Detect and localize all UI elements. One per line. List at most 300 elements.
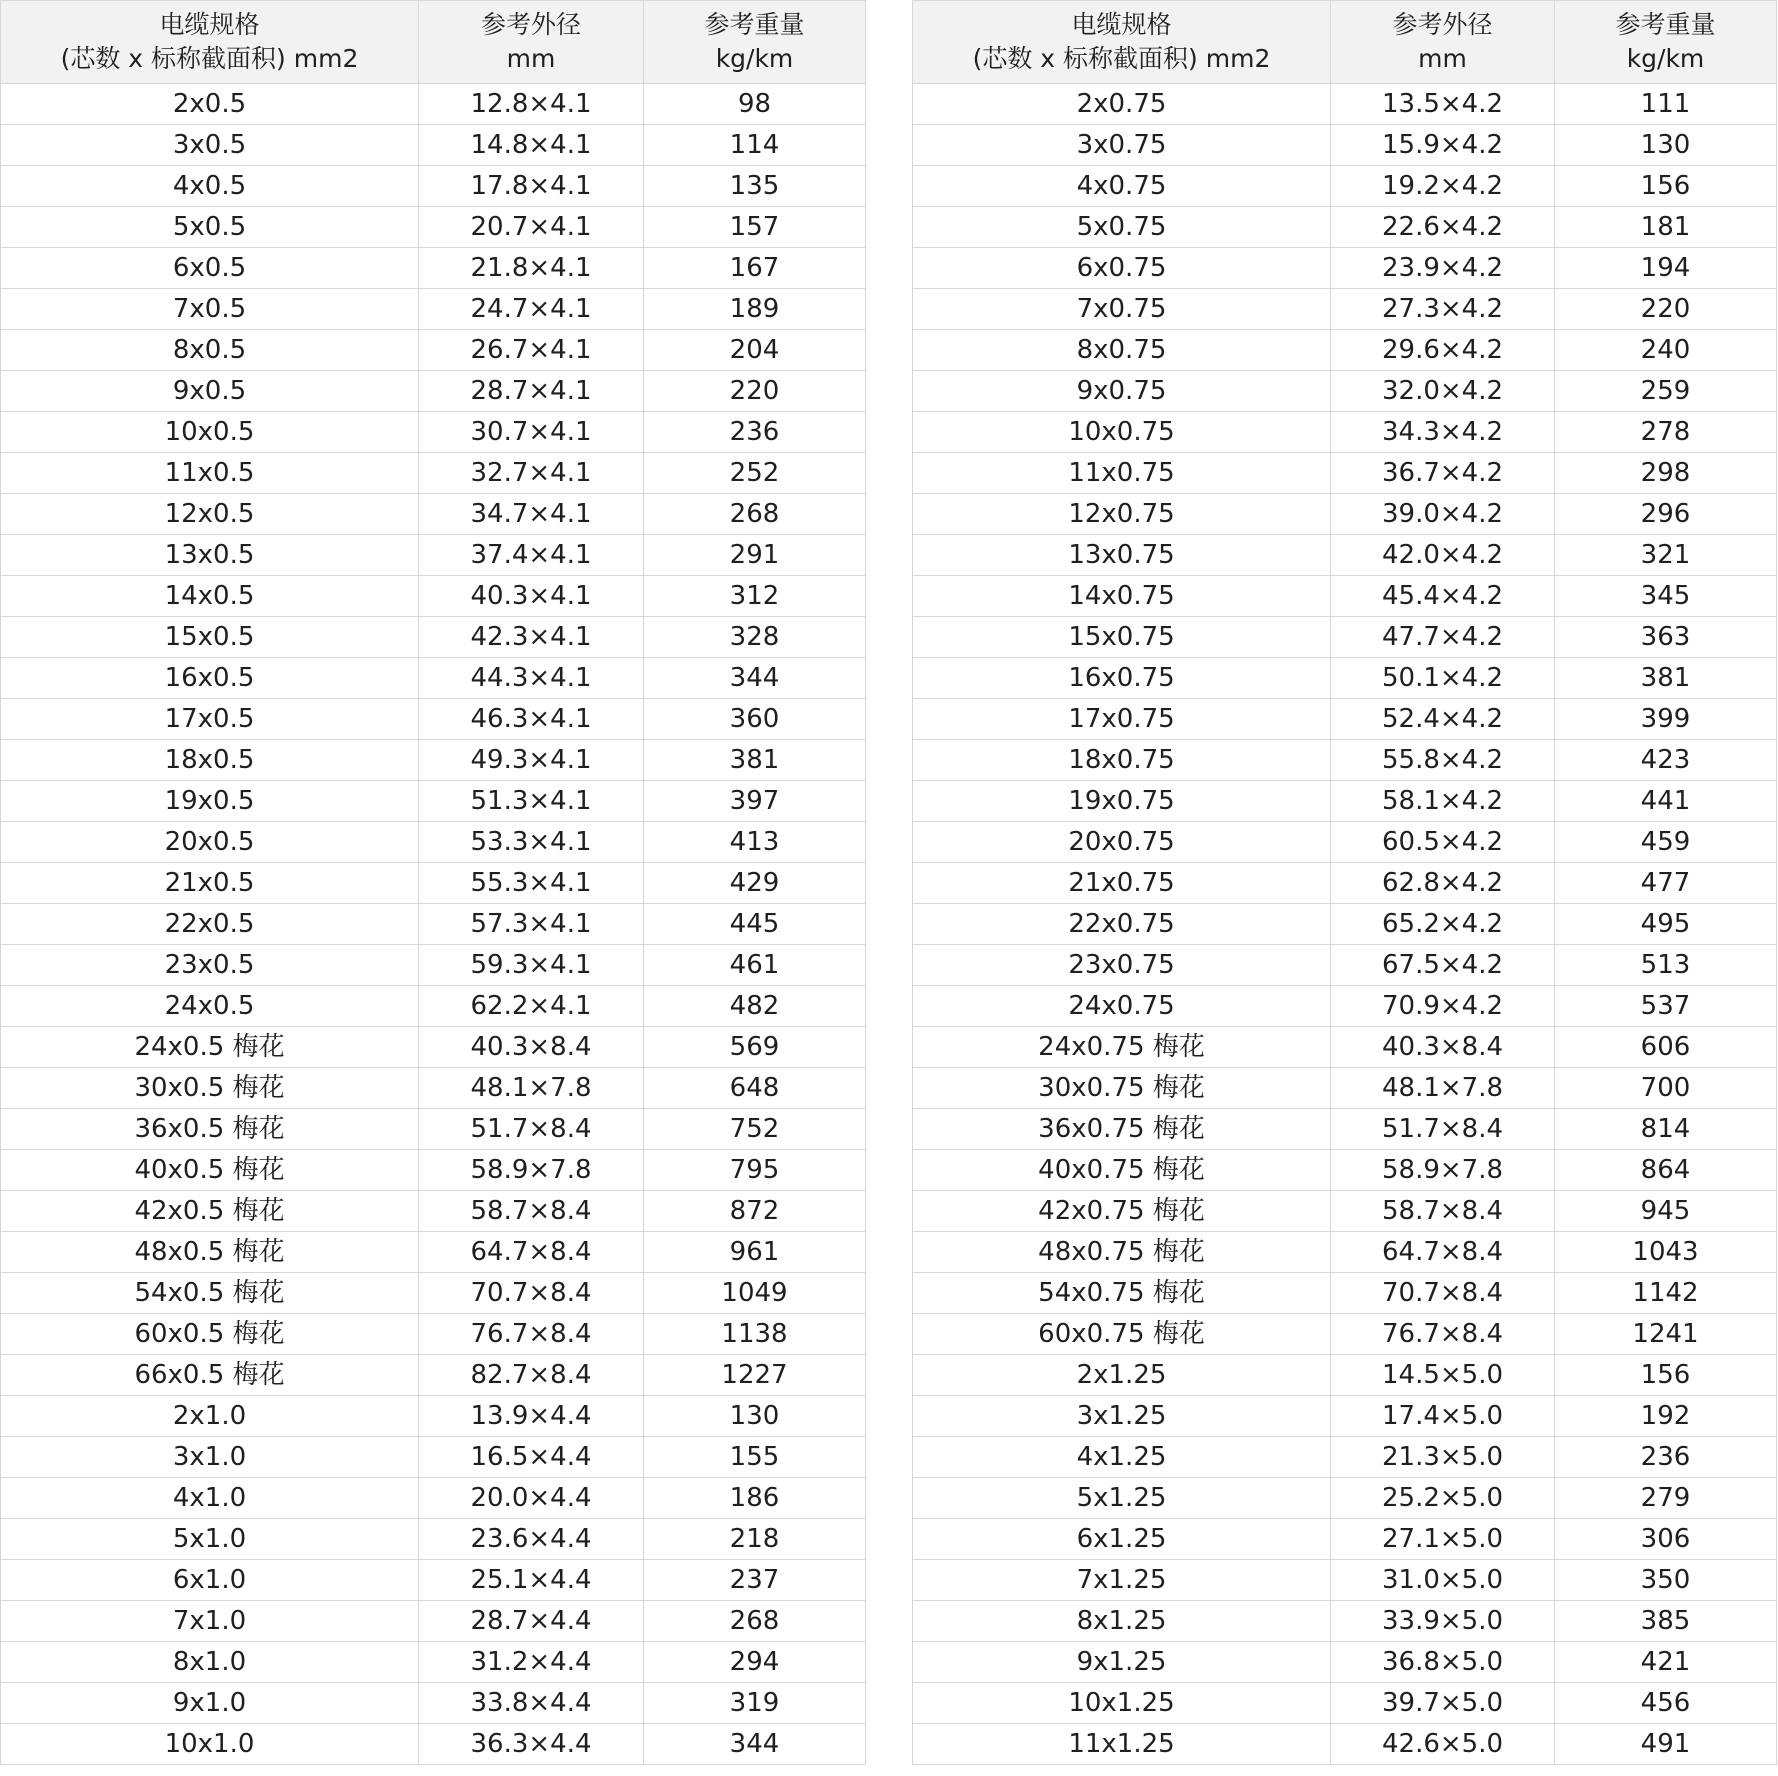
cable-spec-cell: 2x1.25 bbox=[913, 1355, 1331, 1396]
table-row bbox=[913, 699, 1777, 740]
cable-spec-cell: 42x0.5 梅花 bbox=[1, 1191, 419, 1232]
table-row bbox=[913, 1191, 1777, 1232]
outer-diameter-cell: 12.8×4.1 bbox=[419, 84, 644, 125]
cable-spec-cell: 54x0.75 梅花 bbox=[913, 1273, 1331, 1314]
outer-diameter-cell: 58.7×8.4 bbox=[1331, 1191, 1555, 1232]
outer-diameter-cell: 16.5×4.4 bbox=[419, 1437, 644, 1478]
cable-spec-cell: 6x0.5 bbox=[1, 248, 419, 289]
table-row bbox=[1, 84, 866, 125]
table-row bbox=[913, 1724, 1777, 1765]
table-row bbox=[913, 1150, 1777, 1191]
table-row bbox=[1, 412, 866, 453]
table-row bbox=[913, 1642, 1777, 1683]
table-body bbox=[913, 84, 1777, 1765]
cable-spec-table-right bbox=[912, 0, 1777, 1765]
table-row bbox=[913, 330, 1777, 371]
outer-diameter-cell: 33.9×5.0 bbox=[1331, 1601, 1555, 1642]
table-row bbox=[913, 125, 1777, 166]
weight-cell: 328 bbox=[644, 617, 866, 658]
table-row bbox=[913, 1478, 1777, 1519]
table-row bbox=[1, 1683, 866, 1724]
cable-spec-cell: 30x0.75 梅花 bbox=[913, 1068, 1331, 1109]
table-row bbox=[1, 1478, 866, 1519]
weight-cell: 752 bbox=[644, 1109, 866, 1150]
cable-spec-cell: 7x0.5 bbox=[1, 289, 419, 330]
cable-spec-cell: 14x0.5 bbox=[1, 576, 419, 617]
cable-spec-cell: 9x1.0 bbox=[1, 1683, 419, 1724]
outer-diameter-cell: 22.6×4.2 bbox=[1331, 207, 1555, 248]
weight-cell: 491 bbox=[1555, 1724, 1777, 1765]
cable-spec-cell: 5x0.75 bbox=[913, 207, 1331, 248]
weight-cell: 294 bbox=[644, 1642, 866, 1683]
table-row bbox=[1, 248, 866, 289]
cable-spec-cell: 2x0.75 bbox=[913, 84, 1331, 125]
cable-spec-cell: 8x0.5 bbox=[1, 330, 419, 371]
outer-diameter-cell: 58.9×7.8 bbox=[1331, 1150, 1555, 1191]
table-row bbox=[1, 1191, 866, 1232]
weight-cell: 220 bbox=[1555, 289, 1777, 330]
table-row bbox=[1, 1232, 866, 1273]
cable-spec-cell: 48x0.75 梅花 bbox=[913, 1232, 1331, 1273]
cable-spec-cell: 21x0.5 bbox=[1, 863, 419, 904]
table-row bbox=[1, 1437, 866, 1478]
cable-spec-cell: 12x0.5 bbox=[1, 494, 419, 535]
weight-cell: 98 bbox=[644, 84, 866, 125]
weight-cell: 130 bbox=[644, 1396, 866, 1437]
outer-diameter-cell: 28.7×4.1 bbox=[419, 371, 644, 412]
weight-cell: 296 bbox=[1555, 494, 1777, 535]
cable-spec-cell: 36x0.75 梅花 bbox=[913, 1109, 1331, 1150]
weight-cell: 397 bbox=[644, 781, 866, 822]
outer-diameter-cell: 60.5×4.2 bbox=[1331, 822, 1555, 863]
table-row bbox=[913, 494, 1777, 535]
outer-diameter-cell: 15.9×4.2 bbox=[1331, 125, 1555, 166]
table-row bbox=[1, 1396, 866, 1437]
weight-cell: 385 bbox=[1555, 1601, 1777, 1642]
weight-cell: 482 bbox=[644, 986, 866, 1027]
weight-cell: 441 bbox=[1555, 781, 1777, 822]
weight-cell: 259 bbox=[1555, 371, 1777, 412]
outer-diameter-cell: 20.7×4.1 bbox=[419, 207, 644, 248]
cable-spec-cell: 4x0.5 bbox=[1, 166, 419, 207]
outer-diameter-cell: 76.7×8.4 bbox=[1331, 1314, 1555, 1355]
table-row bbox=[913, 1232, 1777, 1273]
table-row bbox=[1, 289, 866, 330]
table-row bbox=[1, 904, 866, 945]
weight-cell: 240 bbox=[1555, 330, 1777, 371]
header-outer-diameter bbox=[1331, 1, 1555, 84]
outer-diameter-cell: 17.8×4.1 bbox=[419, 166, 644, 207]
table-row bbox=[913, 1027, 1777, 1068]
table-row bbox=[1, 576, 866, 617]
outer-diameter-cell: 39.7×5.0 bbox=[1331, 1683, 1555, 1724]
header-weight-line1: 参考重量 bbox=[704, 10, 805, 39]
header-cable-spec-line2: (芯数 x 标称截面积) mm2 bbox=[972, 44, 1271, 73]
table-row bbox=[913, 904, 1777, 945]
table-row bbox=[913, 1396, 1777, 1437]
weight-cell: 192 bbox=[1555, 1396, 1777, 1437]
table-row bbox=[913, 1560, 1777, 1601]
weight-cell: 236 bbox=[1555, 1437, 1777, 1478]
weight-cell: 291 bbox=[644, 535, 866, 576]
table-row bbox=[913, 535, 1777, 576]
table-row bbox=[913, 576, 1777, 617]
cable-spec-cell: 3x1.25 bbox=[913, 1396, 1331, 1437]
outer-diameter-cell: 42.3×4.1 bbox=[419, 617, 644, 658]
cable-spec-cell: 18x0.75 bbox=[913, 740, 1331, 781]
table-row bbox=[1, 1273, 866, 1314]
header-outer-diameter-line1: 参考外径 bbox=[1392, 10, 1493, 39]
cable-spec-cell: 20x0.75 bbox=[913, 822, 1331, 863]
cable-spec-cell: 8x1.25 bbox=[913, 1601, 1331, 1642]
table-row bbox=[913, 617, 1777, 658]
outer-diameter-cell: 36.7×4.2 bbox=[1331, 453, 1555, 494]
weight-cell: 864 bbox=[1555, 1150, 1777, 1191]
table-header bbox=[1, 1, 866, 84]
table-row bbox=[1, 740, 866, 781]
table-row bbox=[1, 330, 866, 371]
outer-diameter-cell: 21.8×4.1 bbox=[419, 248, 644, 289]
cable-spec-table-left bbox=[0, 0, 866, 1765]
header-cable-spec bbox=[1, 1, 419, 84]
table-row bbox=[1, 781, 866, 822]
outer-diameter-cell: 45.4×4.2 bbox=[1331, 576, 1555, 617]
outer-diameter-cell: 47.7×4.2 bbox=[1331, 617, 1555, 658]
outer-diameter-cell: 46.3×4.1 bbox=[419, 699, 644, 740]
weight-cell: 814 bbox=[1555, 1109, 1777, 1150]
weight-cell: 1043 bbox=[1555, 1232, 1777, 1273]
table-row bbox=[913, 1355, 1777, 1396]
weight-cell: 319 bbox=[644, 1683, 866, 1724]
header-cable-spec bbox=[913, 1, 1331, 84]
header-outer-diameter-unit: mm bbox=[1418, 44, 1467, 73]
cable-spec-cell: 11x0.75 bbox=[913, 453, 1331, 494]
cable-spec-cell: 5x1.25 bbox=[913, 1478, 1331, 1519]
table-row bbox=[1, 1519, 866, 1560]
cable-spec-cell: 8x0.75 bbox=[913, 330, 1331, 371]
outer-diameter-cell: 37.4×4.1 bbox=[419, 535, 644, 576]
weight-cell: 872 bbox=[644, 1191, 866, 1232]
cable-spec-cell: 11x0.5 bbox=[1, 453, 419, 494]
cable-spec-cell: 5x0.5 bbox=[1, 207, 419, 248]
weight-cell: 111 bbox=[1555, 84, 1777, 125]
header-weight-line1: 参考重量 bbox=[1615, 10, 1716, 39]
cable-spec-cell: 8x1.0 bbox=[1, 1642, 419, 1683]
outer-diameter-cell: 48.1×7.8 bbox=[419, 1068, 644, 1109]
header-cable-spec-line1: 电缆规格 bbox=[159, 10, 260, 39]
outer-diameter-cell: 13.9×4.4 bbox=[419, 1396, 644, 1437]
weight-cell: 312 bbox=[644, 576, 866, 617]
outer-diameter-cell: 59.3×4.1 bbox=[419, 945, 644, 986]
outer-diameter-cell: 67.5×4.2 bbox=[1331, 945, 1555, 986]
table-row bbox=[913, 986, 1777, 1027]
table-row bbox=[1, 1068, 866, 1109]
table-row bbox=[913, 84, 1777, 125]
cable-spec-cell: 24x0.5 梅花 bbox=[1, 1027, 419, 1068]
table-row bbox=[913, 1601, 1777, 1642]
table-row bbox=[913, 1683, 1777, 1724]
cable-spec-cell: 66x0.5 梅花 bbox=[1, 1355, 419, 1396]
cable-spec-cell: 17x0.5 bbox=[1, 699, 419, 740]
outer-diameter-cell: 82.7×8.4 bbox=[419, 1355, 644, 1396]
outer-diameter-cell: 40.3×4.1 bbox=[419, 576, 644, 617]
cable-spec-cell: 3x0.5 bbox=[1, 125, 419, 166]
outer-diameter-cell: 19.2×4.2 bbox=[1331, 166, 1555, 207]
cable-spec-cell: 9x0.75 bbox=[913, 371, 1331, 412]
cable-spec-cell: 60x0.75 梅花 bbox=[913, 1314, 1331, 1355]
weight-cell: 513 bbox=[1555, 945, 1777, 986]
table-row bbox=[1, 494, 866, 535]
outer-diameter-cell: 48.1×7.8 bbox=[1331, 1068, 1555, 1109]
weight-cell: 237 bbox=[644, 1560, 866, 1601]
cable-spec-cell: 6x1.25 bbox=[913, 1519, 1331, 1560]
cable-spec-cell: 3x0.75 bbox=[913, 125, 1331, 166]
cable-spec-cell: 15x0.5 bbox=[1, 617, 419, 658]
weight-cell: 345 bbox=[1555, 576, 1777, 617]
weight-cell: 1241 bbox=[1555, 1314, 1777, 1355]
outer-diameter-cell: 58.9×7.8 bbox=[419, 1150, 644, 1191]
weight-cell: 648 bbox=[644, 1068, 866, 1109]
cable-spec-cell: 2x1.0 bbox=[1, 1396, 419, 1437]
outer-diameter-cell: 58.7×8.4 bbox=[419, 1191, 644, 1232]
header-row bbox=[1, 1, 866, 84]
outer-diameter-cell: 27.3×4.2 bbox=[1331, 289, 1555, 330]
weight-cell: 360 bbox=[644, 699, 866, 740]
outer-diameter-cell: 51.7×8.4 bbox=[1331, 1109, 1555, 1150]
outer-diameter-cell: 31.0×5.0 bbox=[1331, 1560, 1555, 1601]
outer-diameter-cell: 62.8×4.2 bbox=[1331, 863, 1555, 904]
table-row bbox=[913, 1314, 1777, 1355]
table-row bbox=[913, 1068, 1777, 1109]
cable-spec-cell: 19x0.75 bbox=[913, 781, 1331, 822]
weight-cell: 155 bbox=[644, 1437, 866, 1478]
table-row bbox=[1, 453, 866, 494]
table-row bbox=[1, 371, 866, 412]
table-row bbox=[1, 658, 866, 699]
weight-cell: 461 bbox=[644, 945, 866, 986]
table-row bbox=[1, 986, 866, 1027]
table-row bbox=[913, 658, 1777, 699]
header-weight-unit: kg/km bbox=[715, 44, 794, 73]
table-row bbox=[1, 945, 866, 986]
cable-spec-cell: 36x0.5 梅花 bbox=[1, 1109, 419, 1150]
outer-diameter-cell: 62.2×4.1 bbox=[419, 986, 644, 1027]
table-row bbox=[913, 453, 1777, 494]
cable-spec-cell: 13x0.5 bbox=[1, 535, 419, 576]
cable-spec-cell: 17x0.75 bbox=[913, 699, 1331, 740]
weight-cell: 268 bbox=[644, 494, 866, 535]
outer-diameter-cell: 70.7×8.4 bbox=[1331, 1273, 1555, 1314]
table-row bbox=[913, 740, 1777, 781]
table-row bbox=[913, 1109, 1777, 1150]
outer-diameter-cell: 30.7×4.1 bbox=[419, 412, 644, 453]
outer-diameter-cell: 58.1×4.2 bbox=[1331, 781, 1555, 822]
table-body bbox=[1, 84, 866, 1765]
weight-cell: 298 bbox=[1555, 453, 1777, 494]
cable-spec-cell: 40x0.5 梅花 bbox=[1, 1150, 419, 1191]
outer-diameter-cell: 33.8×4.4 bbox=[419, 1683, 644, 1724]
outer-diameter-cell: 70.7×8.4 bbox=[419, 1273, 644, 1314]
outer-diameter-cell: 36.8×5.0 bbox=[1331, 1642, 1555, 1683]
outer-diameter-cell: 40.3×8.4 bbox=[419, 1027, 644, 1068]
table-row bbox=[1, 1109, 866, 1150]
outer-diameter-cell: 23.9×4.2 bbox=[1331, 248, 1555, 289]
cable-spec-cell: 6x1.0 bbox=[1, 1560, 419, 1601]
outer-diameter-cell: 64.7×8.4 bbox=[419, 1232, 644, 1273]
table-row bbox=[913, 166, 1777, 207]
table-row bbox=[1, 166, 866, 207]
weight-cell: 220 bbox=[644, 371, 866, 412]
table-row bbox=[1, 1314, 866, 1355]
weight-cell: 114 bbox=[644, 125, 866, 166]
table-row bbox=[1, 1355, 866, 1396]
weight-cell: 236 bbox=[644, 412, 866, 453]
cable-spec-cell: 6x0.75 bbox=[913, 248, 1331, 289]
weight-cell: 181 bbox=[1555, 207, 1777, 248]
table-row bbox=[913, 1273, 1777, 1314]
table-row bbox=[1, 1601, 866, 1642]
outer-diameter-cell: 32.0×4.2 bbox=[1331, 371, 1555, 412]
weight-cell: 156 bbox=[1555, 166, 1777, 207]
table-row bbox=[1, 822, 866, 863]
outer-diameter-cell: 52.4×4.2 bbox=[1331, 699, 1555, 740]
weight-cell: 606 bbox=[1555, 1027, 1777, 1068]
table-row bbox=[913, 1519, 1777, 1560]
cable-spec-cell: 4x0.75 bbox=[913, 166, 1331, 207]
table-row bbox=[913, 781, 1777, 822]
cable-spec-cell: 19x0.5 bbox=[1, 781, 419, 822]
header-outer-diameter-line1: 参考外径 bbox=[480, 10, 581, 39]
outer-diameter-cell: 24.7×4.1 bbox=[419, 289, 644, 330]
header-outer-diameter bbox=[419, 1, 644, 84]
cable-spec-cell: 24x0.75 梅花 bbox=[913, 1027, 1331, 1068]
outer-diameter-cell: 40.3×8.4 bbox=[1331, 1027, 1555, 1068]
header-row bbox=[913, 1, 1777, 84]
cable-spec-cell: 12x0.75 bbox=[913, 494, 1331, 535]
cable-spec-cell: 2x0.5 bbox=[1, 84, 419, 125]
cable-spec-cell: 21x0.75 bbox=[913, 863, 1331, 904]
table-row bbox=[1, 699, 866, 740]
outer-diameter-cell: 50.1×4.2 bbox=[1331, 658, 1555, 699]
weight-cell: 429 bbox=[644, 863, 866, 904]
cable-spec-cell: 10x1.0 bbox=[1, 1724, 419, 1765]
header-cable-spec-line1: 电缆规格 bbox=[1071, 10, 1172, 39]
weight-cell: 700 bbox=[1555, 1068, 1777, 1109]
table-row bbox=[1, 1560, 866, 1601]
weight-cell: 218 bbox=[644, 1519, 866, 1560]
outer-diameter-cell: 65.2×4.2 bbox=[1331, 904, 1555, 945]
weight-cell: 945 bbox=[1555, 1191, 1777, 1232]
header-weight bbox=[1555, 1, 1777, 84]
outer-diameter-cell: 53.3×4.1 bbox=[419, 822, 644, 863]
cable-spec-cell: 24x0.5 bbox=[1, 986, 419, 1027]
outer-diameter-cell: 44.3×4.1 bbox=[419, 658, 644, 699]
cable-spec-cell: 14x0.75 bbox=[913, 576, 1331, 617]
outer-diameter-cell: 51.7×8.4 bbox=[419, 1109, 644, 1150]
cable-spec-cell: 30x0.5 梅花 bbox=[1, 1068, 419, 1109]
table-row bbox=[913, 412, 1777, 453]
cable-spec-cell: 23x0.75 bbox=[913, 945, 1331, 986]
weight-cell: 279 bbox=[1555, 1478, 1777, 1519]
weight-cell: 423 bbox=[1555, 740, 1777, 781]
weight-cell: 204 bbox=[644, 330, 866, 371]
weight-cell: 268 bbox=[644, 1601, 866, 1642]
cable-spec-cell: 7x1.25 bbox=[913, 1560, 1331, 1601]
outer-diameter-cell: 34.7×4.1 bbox=[419, 494, 644, 535]
table-row bbox=[913, 371, 1777, 412]
table-row bbox=[913, 822, 1777, 863]
cable-spec-cell: 22x0.75 bbox=[913, 904, 1331, 945]
outer-diameter-cell: 64.7×8.4 bbox=[1331, 1232, 1555, 1273]
weight-cell: 537 bbox=[1555, 986, 1777, 1027]
table-row bbox=[1, 207, 866, 248]
cable-spec-cell: 22x0.5 bbox=[1, 904, 419, 945]
outer-diameter-cell: 32.7×4.1 bbox=[419, 453, 644, 494]
cable-spec-cell: 10x0.75 bbox=[913, 412, 1331, 453]
weight-cell: 278 bbox=[1555, 412, 1777, 453]
outer-diameter-cell: 49.3×4.1 bbox=[419, 740, 644, 781]
cable-spec-cell: 42x0.75 梅花 bbox=[913, 1191, 1331, 1232]
outer-diameter-cell: 57.3×4.1 bbox=[419, 904, 644, 945]
weight-cell: 1049 bbox=[644, 1273, 866, 1314]
cable-spec-cell: 54x0.5 梅花 bbox=[1, 1273, 419, 1314]
cable-spec-cell: 9x0.5 bbox=[1, 371, 419, 412]
header-weight-unit: kg/km bbox=[1626, 44, 1705, 73]
table-row bbox=[913, 248, 1777, 289]
weight-cell: 156 bbox=[1555, 1355, 1777, 1396]
outer-diameter-cell: 20.0×4.4 bbox=[419, 1478, 644, 1519]
weight-cell: 1227 bbox=[644, 1355, 866, 1396]
cable-spec-cell: 24x0.75 bbox=[913, 986, 1331, 1027]
table-row bbox=[1, 535, 866, 576]
outer-diameter-cell: 31.2×4.4 bbox=[419, 1642, 644, 1683]
outer-diameter-cell: 28.7×4.4 bbox=[419, 1601, 644, 1642]
cable-spec-cell: 18x0.5 bbox=[1, 740, 419, 781]
weight-cell: 477 bbox=[1555, 863, 1777, 904]
outer-diameter-cell: 42.0×4.2 bbox=[1331, 535, 1555, 576]
outer-diameter-cell: 70.9×4.2 bbox=[1331, 986, 1555, 1027]
cable-spec-cell: 11x1.25 bbox=[913, 1724, 1331, 1765]
table-header bbox=[913, 1, 1777, 84]
outer-diameter-cell: 13.5×4.2 bbox=[1331, 84, 1555, 125]
outer-diameter-cell: 51.3×4.1 bbox=[419, 781, 644, 822]
weight-cell: 381 bbox=[644, 740, 866, 781]
outer-diameter-cell: 14.8×4.1 bbox=[419, 125, 644, 166]
outer-diameter-cell: 55.3×4.1 bbox=[419, 863, 644, 904]
cable-spec-cell: 7x1.0 bbox=[1, 1601, 419, 1642]
weight-cell: 130 bbox=[1555, 125, 1777, 166]
weight-cell: 445 bbox=[644, 904, 866, 945]
weight-cell: 157 bbox=[644, 207, 866, 248]
weight-cell: 569 bbox=[644, 1027, 866, 1068]
table-row bbox=[913, 945, 1777, 986]
weight-cell: 495 bbox=[1555, 904, 1777, 945]
cable-spec-cell: 48x0.5 梅花 bbox=[1, 1232, 419, 1273]
table-row bbox=[1, 1724, 866, 1765]
outer-diameter-cell: 76.7×8.4 bbox=[419, 1314, 644, 1355]
cable-spec-cell: 3x1.0 bbox=[1, 1437, 419, 1478]
cable-spec-cell: 13x0.75 bbox=[913, 535, 1331, 576]
weight-cell: 189 bbox=[644, 289, 866, 330]
weight-cell: 381 bbox=[1555, 658, 1777, 699]
cable-spec-cell: 20x0.5 bbox=[1, 822, 419, 863]
weight-cell: 306 bbox=[1555, 1519, 1777, 1560]
cable-spec-cell: 5x1.0 bbox=[1, 1519, 419, 1560]
table-row bbox=[913, 1437, 1777, 1478]
outer-diameter-cell: 36.3×4.4 bbox=[419, 1724, 644, 1765]
header-cable-spec-line2: (芯数 x 标称截面积) mm2 bbox=[60, 44, 359, 73]
weight-cell: 344 bbox=[644, 658, 866, 699]
